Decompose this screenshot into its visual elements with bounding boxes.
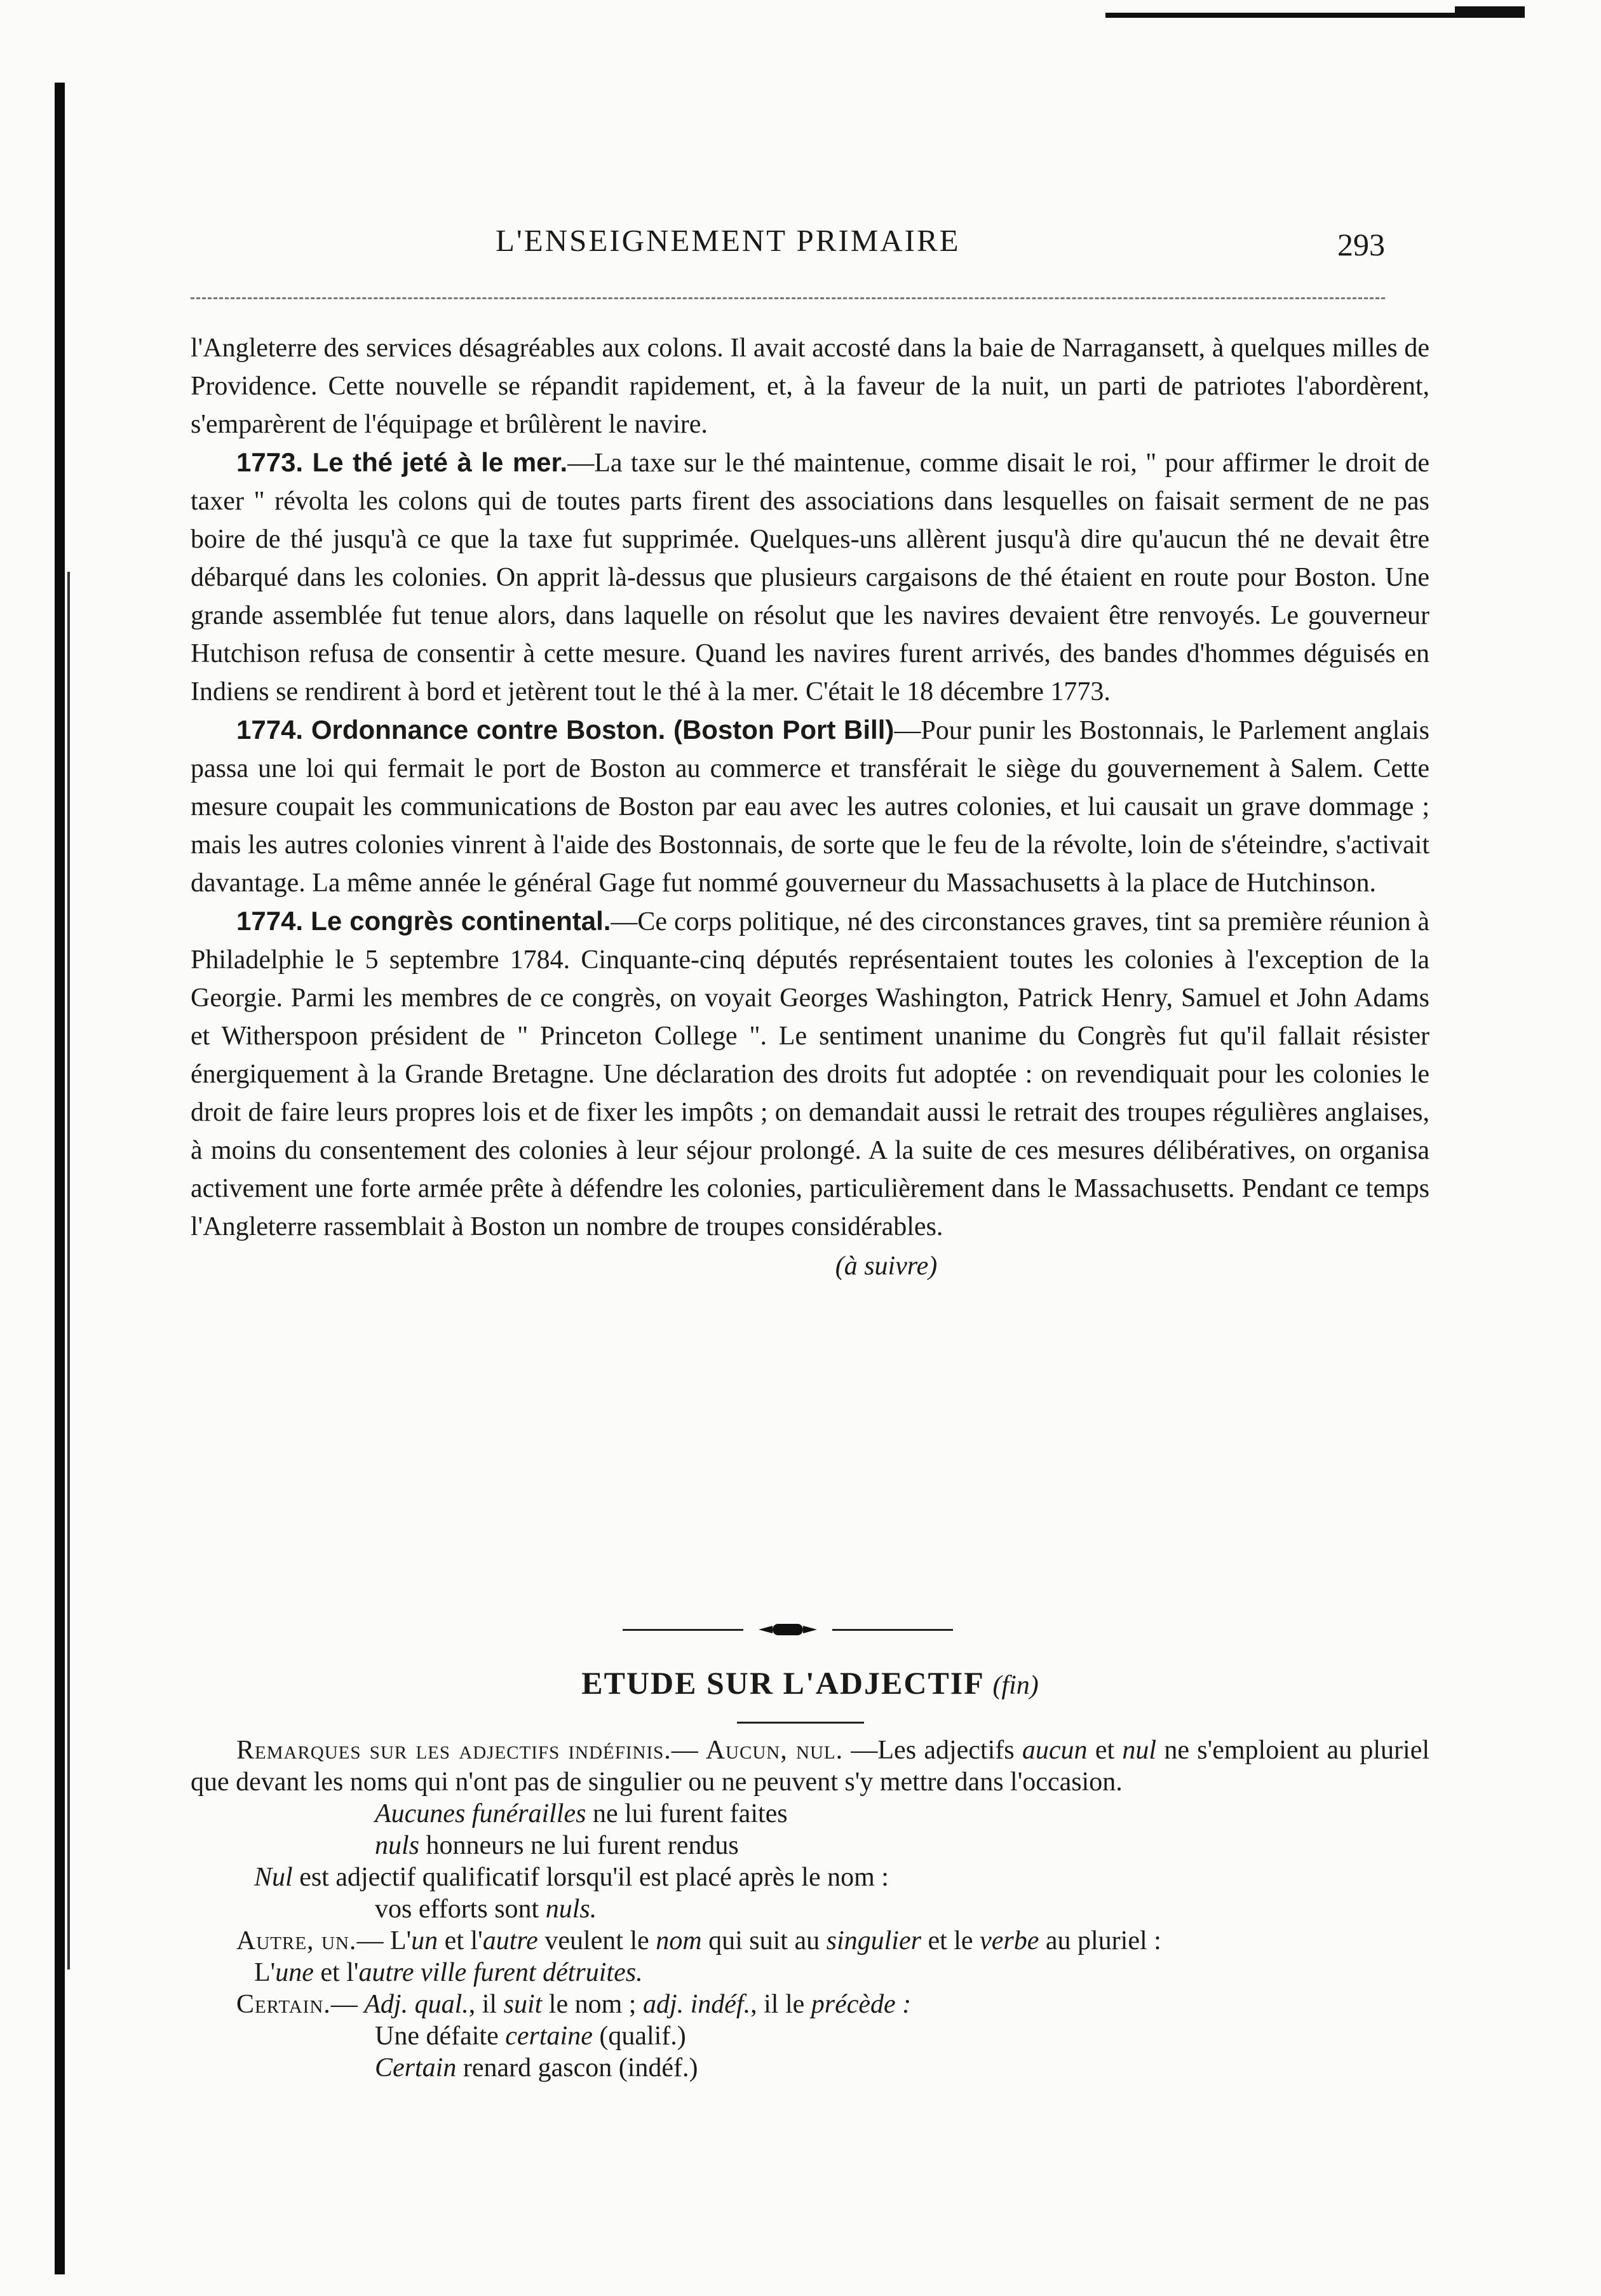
section-ornament bbox=[623, 1623, 953, 1636]
example-line: Aucunes funérailles ne lui furent faites bbox=[375, 1799, 788, 1828]
remarques-paragraph: Remarques sur les adjectifs indéfinis.— Aucun, nul. —Les adjectifs aucun et nul ne s'emploient au pluriel que devant les noms qui n'ont pas de singulier ou ne peuvent s'y mettre dans l'occasion. bbox=[191, 1736, 1430, 1797]
section-rule bbox=[737, 1722, 864, 1724]
header-rule bbox=[191, 297, 1385, 299]
paragraph-heading: 1774. Ordonnance contre Boston. (Boston Port Bill) bbox=[236, 715, 895, 745]
section-title-suffix: (fin) bbox=[992, 1671, 1039, 1700]
page-number: 293 bbox=[1337, 227, 1385, 262]
certain-paragraph: Certain.— Adj. qual., il suit le nom ; adj. indéf., il le précède : bbox=[236, 1990, 912, 2019]
section-title-text: ETUDE SUR L'ADJECTIF bbox=[581, 1665, 983, 1701]
paragraph-1774-congres bbox=[191, 902, 1429, 1246]
example-line: Certain renard gascon (indéf.) bbox=[375, 2053, 698, 2083]
continued-note: (à suivre) bbox=[835, 1252, 938, 1281]
rule-line: Nul est adjectif qualificatif lorsqu'il est placé après le nom : bbox=[254, 1863, 889, 1892]
binding-edge bbox=[55, 83, 65, 2274]
intro-paragraph: l'Angleterre des services désagréables aux colons. Il avait accosté dans la baie de Narragansett, à quelques milles de Providence. Cette nouvelle se répandit rapidement, et, à la faveur de la nuit, un parti de patriotes l'abordèrent, s'emparèrent de l'équipage et brûlèrent le navire. bbox=[191, 334, 1429, 439]
paragraph-heading: 1773. Le thé jeté à le mer. bbox=[236, 447, 568, 477]
paragraph-heading: 1774. Le congrès continental. bbox=[236, 906, 611, 936]
example-line: L'une et l'autre ville furent détruites. bbox=[254, 1958, 643, 1987]
article-body bbox=[191, 329, 1429, 1285]
example-line: Une défaite certaine (qualif.) bbox=[375, 2022, 686, 2051]
paragraph-text: —Pour punir les Bostonnais, le Parlement anglais passa une loi qui fermait le port de Boston au commerce et transférait le siège du gouvernement à Salem. Cette mesure coupait les communications de Boston par eau avec les autres colonies, et lui causait un grave dommage ; mais les autres colonies vinrent à l'aide des Bostonnais, de sorte que le feu de la révolte, loin de s'éteindre, s'activait davantage. La même année le général Gage fut nommé gouverneur du Massachusetts à la place de Hutchinson. bbox=[191, 716, 1430, 898]
example-line: nuls honneurs ne lui furent rendus bbox=[375, 1831, 739, 1860]
top-rule-mark bbox=[1455, 6, 1525, 18]
section-title bbox=[191, 1665, 1429, 1701]
running-title: L'ENSEIGNEMENT PRIMAIRE bbox=[496, 223, 961, 258]
binding-edge-shadow bbox=[67, 572, 70, 1969]
page-header bbox=[191, 222, 1385, 273]
paragraph-1774-ordonnance bbox=[191, 711, 1429, 902]
autre-paragraph: Autre, un.— L'un et l'autre veulent le nom qui suit au singulier et le verbe au pluriel : bbox=[236, 1926, 1161, 1955]
paragraph-text: —Ce corps politique, né des circonstances graves, tint sa première réunion à Philadelphie le 5 septembre 1784. Cinquante-cinq députés représentaient toutes les colonies à l'exception de la Georgie. Parmi les membres de ce congrès, on voyait Georges Washington, Patrick Henry, Samuel et John Adams et Witherspoon président de " Princeton College ". Le sentiment unanime du Congrès fut qu'il fallait résister énergiquement à la Grande Bretagne. Une déclaration des droits fut adoptée : on revendiquait pour les colonies le droit de faire leurs propres lois et de fixer les impôts ; on demandait aussi le retrait des troupes régulières anglaises, à moins du consentement des colonies à leur séjour prolongé. A la suite de ces mesures délibératives, on organisa activement une forte armée prête à défendre les colonies, particulièrement dans le Massachusetts. Pendant ce temps l'Angleterre rassemblait à Boston un nombre de troupes considérables. bbox=[191, 907, 1430, 1241]
example-line: vos efforts sont nuls. bbox=[375, 1894, 597, 1924]
etude-body bbox=[191, 1734, 1429, 2084]
paragraph-text: —La taxe sur le thé maintenue, comme disait le roi, " pour affirmer le droit de taxer " révolta les colons qui de toutes parts firent des associations dans lesquelles on faisait serment de ne pas boire de thé jusqu'à ce que la taxe fut supprimée. Quelques-uns allèrent jusqu'à dire qu'aucun thé ne devait être débarqué dans les colonies. On apprit là-dessus que plusieurs cargaisons de thé étaient en route pour Boston. Une grande assemblée fut tenue alors, dans laquelle on résolut que les navires devaient être renvoyés. Le gouverneur Hutchison refusa de consentir à cette mesure. Quand les navires furent arrivés, des bandes d'hommes déguisés en Indiens se rendirent à bord et jetèrent tout le thé à la mer. C'était le 18 décembre 1773. bbox=[191, 449, 1429, 706]
paragraph-1773 bbox=[191, 443, 1429, 711]
